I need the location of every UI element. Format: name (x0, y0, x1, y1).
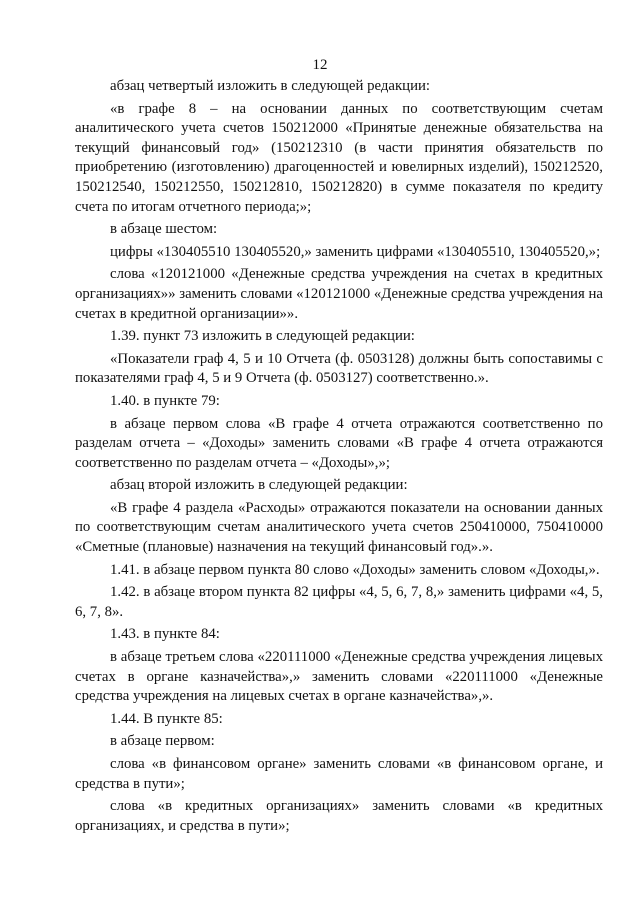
paragraph: цифры «130405510 130405520,» заменить цифрами «130405510, 130405520,»; (110, 243, 601, 260)
paragraph: в абзаце шестом: (110, 221, 218, 238)
paragraph: 1.42. в абзаце втором пункта 82 цифры «4, 5, 6, 7, 8,» заменить цифрами «4, 5, 6, 7, 8». (75, 584, 603, 620)
paragraph: «Показатели граф 4, 5 и 10 Отчета (ф. 0503128) должны быть сопоставимы с показателями граф 4, 5 и 9 Отчета (ф. 0503127) соответственно.». (75, 350, 603, 387)
paragraph: в абзаце первом: (110, 733, 215, 750)
paragraph: «в графе 8 – на основании данных по соответствующим счетам аналитического учета счетов 150212000 «Принятые денежные обязательства на текущий финансовый год» (150212310 (в части принятия обязательств по приобретению (изготовлению) драгоценностей и ювелирных изделий), 150212520, 150212540, 150212550, 150212810, 150212820) в сумме показателя по кредиту счета по итогам отчетного периода;»; (75, 100, 603, 215)
paragraph: в абзаце первом слова «В графе 4 отчета отражаются соответственно по разделам отчета – «Доходы» заменить словами «В графе 4 отчета отражаются соответственно по разделам отчета – «Доходы»,»; (75, 415, 603, 471)
paragraph: 1.44. В пункте 85: (110, 710, 223, 727)
paragraph: «В графе 4 раздела «Расходы» отражаются показатели на основании данных по соответствующим счетам аналитического учета счетов 250410000, 750410000 «Сметные (плановые) назначения на текущий финансовый год».». (75, 499, 603, 556)
paragraph: 1.39. пункт 73 изложить в следующей редакции: (110, 328, 415, 345)
paragraph: слова «120121000 «Денежные средства учреждения на счетах в кредитных организациях»» заменить словами «120121000 «Денежные средства учреждения на счетах в кредитной организации»». (75, 266, 603, 322)
page-number: 12 (312, 57, 328, 73)
paragraph: слова «в финансовом органе» заменить словами «в финансовом органе, и средства в пути»; (75, 756, 603, 792)
paragraph: слова «в кредитных организациях» заменить словами «в кредитных организациях, и средства в пути»; (75, 798, 603, 834)
paragraph: 1.40. в пункте 79: (110, 392, 220, 409)
paragraph: 1.41. в абзаце первом пункта 80 слово «Доходы» заменить словом «Доходы,». (110, 561, 600, 578)
paragraph: абзац четвертый изложить в следующей редакции: (110, 78, 431, 94)
paragraph: 1.43. в пункте 84: (110, 626, 220, 643)
paragraph: в абзаце третьем слова «220111000 «Денежные средства учреждения лицевых счетах в органе казначейства»,» заменить словами «220111000 «Денежные средства учреждения на лицевых счетах в органе казначейства»,». (75, 649, 603, 705)
paragraph: абзац второй изложить в следующей редакции: (110, 477, 408, 494)
document-body (75, 77, 603, 839)
